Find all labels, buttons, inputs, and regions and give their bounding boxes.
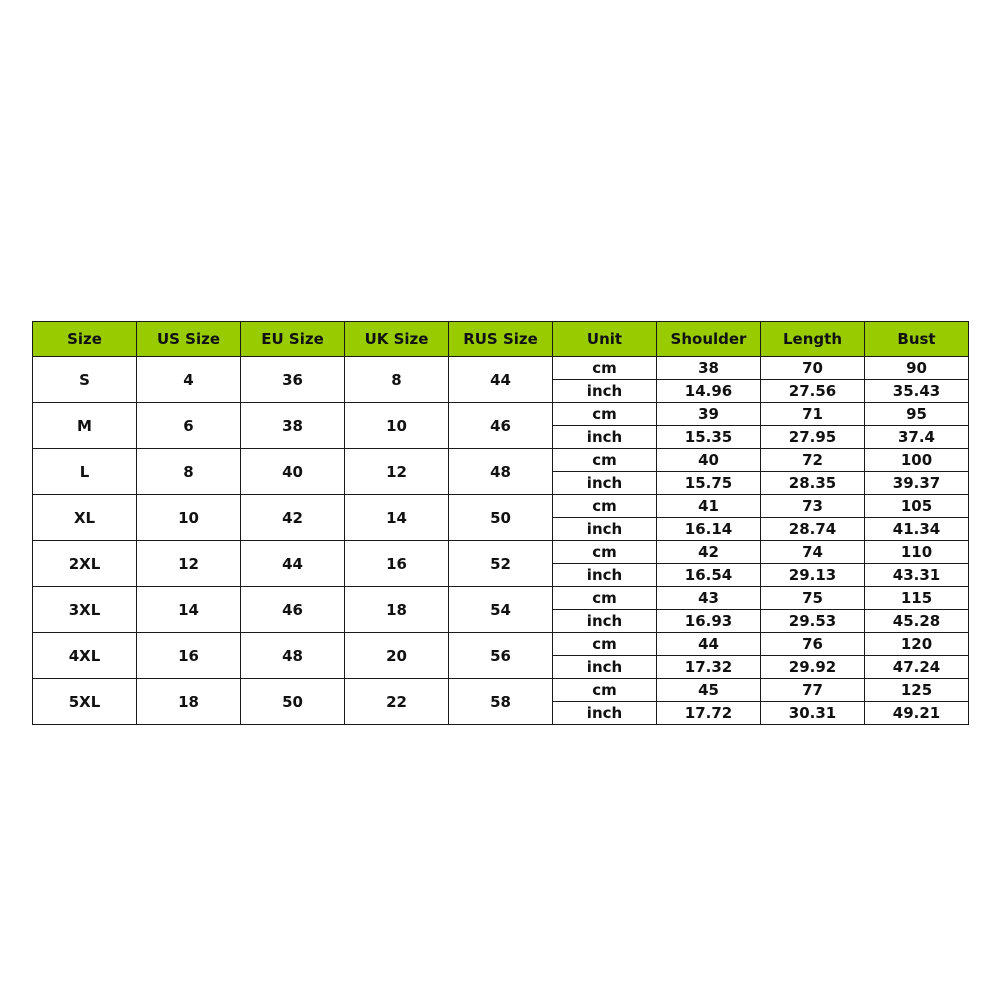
cell-unit: inch — [553, 702, 657, 725]
cell-unit: inch — [553, 518, 657, 541]
cell-uk-size: 22 — [345, 679, 449, 725]
cell-uk-size: 16 — [345, 541, 449, 587]
cell-shoulder: 14.96 — [657, 380, 761, 403]
cell-length: 71 — [761, 403, 865, 426]
table-row — [33, 357, 969, 380]
cell-unit: inch — [553, 380, 657, 403]
cell-length: 28.35 — [761, 472, 865, 495]
cell-uk-size: 10 — [345, 403, 449, 449]
cell-rus-size: 46 — [449, 403, 553, 449]
cell-bust: 105 — [865, 495, 969, 518]
cell-us-size: 12 — [137, 541, 241, 587]
cell-unit: inch — [553, 564, 657, 587]
cell-length: 74 — [761, 541, 865, 564]
header-row — [33, 322, 969, 357]
column-header-eu-size: EU Size — [241, 322, 345, 357]
column-header-unit: Unit — [553, 322, 657, 357]
cell-unit: cm — [553, 541, 657, 564]
cell-eu-size: 44 — [241, 541, 345, 587]
cell-shoulder: 16.93 — [657, 610, 761, 633]
cell-bust: 41.34 — [865, 518, 969, 541]
cell-unit: cm — [553, 495, 657, 518]
table-header — [33, 322, 969, 357]
cell-uk-size: 14 — [345, 495, 449, 541]
cell-shoulder: 39 — [657, 403, 761, 426]
cell-eu-size: 40 — [241, 449, 345, 495]
column-header-length: Length — [761, 322, 865, 357]
cell-bust: 90 — [865, 357, 969, 380]
cell-uk-size: 20 — [345, 633, 449, 679]
cell-us-size: 18 — [137, 679, 241, 725]
cell-shoulder: 38 — [657, 357, 761, 380]
table-body — [33, 357, 969, 725]
column-header-rus-size: RUS Size — [449, 322, 553, 357]
column-header-bust: Bust — [865, 322, 969, 357]
cell-size: 5XL — [33, 679, 137, 725]
cell-bust: 43.31 — [865, 564, 969, 587]
cell-unit: inch — [553, 426, 657, 449]
cell-bust: 47.24 — [865, 656, 969, 679]
cell-rus-size: 54 — [449, 587, 553, 633]
cell-size: XL — [33, 495, 137, 541]
cell-us-size: 6 — [137, 403, 241, 449]
cell-size: 3XL — [33, 587, 137, 633]
cell-shoulder: 15.75 — [657, 472, 761, 495]
cell-rus-size: 56 — [449, 633, 553, 679]
table-row — [33, 679, 969, 702]
cell-rus-size: 58 — [449, 679, 553, 725]
cell-rus-size: 44 — [449, 357, 553, 403]
cell-unit: cm — [553, 633, 657, 656]
cell-length: 28.74 — [761, 518, 865, 541]
cell-length: 29.92 — [761, 656, 865, 679]
cell-eu-size: 46 — [241, 587, 345, 633]
cell-eu-size: 38 — [241, 403, 345, 449]
cell-shoulder: 42 — [657, 541, 761, 564]
cell-unit: cm — [553, 449, 657, 472]
cell-bust: 45.28 — [865, 610, 969, 633]
cell-unit: cm — [553, 679, 657, 702]
cell-eu-size: 48 — [241, 633, 345, 679]
column-header-size: Size — [33, 322, 137, 357]
cell-eu-size: 50 — [241, 679, 345, 725]
cell-length: 27.56 — [761, 380, 865, 403]
cell-shoulder: 16.14 — [657, 518, 761, 541]
cell-unit: inch — [553, 656, 657, 679]
cell-uk-size: 18 — [345, 587, 449, 633]
cell-unit: cm — [553, 403, 657, 426]
cell-bust: 39.37 — [865, 472, 969, 495]
cell-length: 77 — [761, 679, 865, 702]
cell-size: 2XL — [33, 541, 137, 587]
cell-length: 30.31 — [761, 702, 865, 725]
cell-shoulder: 45 — [657, 679, 761, 702]
cell-shoulder: 44 — [657, 633, 761, 656]
cell-rus-size: 48 — [449, 449, 553, 495]
cell-length: 72 — [761, 449, 865, 472]
cell-shoulder: 15.35 — [657, 426, 761, 449]
cell-us-size: 16 — [137, 633, 241, 679]
cell-bust: 120 — [865, 633, 969, 656]
table-row — [33, 633, 969, 656]
table-row — [33, 403, 969, 426]
cell-shoulder: 41 — [657, 495, 761, 518]
cell-us-size: 10 — [137, 495, 241, 541]
cell-size: L — [33, 449, 137, 495]
cell-bust: 37.4 — [865, 426, 969, 449]
cell-unit: cm — [553, 357, 657, 380]
size-chart-table — [32, 321, 969, 725]
cell-length: 76 — [761, 633, 865, 656]
cell-shoulder: 17.32 — [657, 656, 761, 679]
cell-unit: inch — [553, 472, 657, 495]
cell-bust: 115 — [865, 587, 969, 610]
cell-length: 27.95 — [761, 426, 865, 449]
cell-unit: inch — [553, 610, 657, 633]
cell-shoulder: 40 — [657, 449, 761, 472]
cell-length: 75 — [761, 587, 865, 610]
cell-length: 29.53 — [761, 610, 865, 633]
cell-us-size: 4 — [137, 357, 241, 403]
cell-bust: 95 — [865, 403, 969, 426]
column-header-us-size: US Size — [137, 322, 241, 357]
cell-shoulder: 17.72 — [657, 702, 761, 725]
cell-rus-size: 52 — [449, 541, 553, 587]
cell-eu-size: 42 — [241, 495, 345, 541]
column-header-uk-size: UK Size — [345, 322, 449, 357]
table-row — [33, 449, 969, 472]
cell-bust: 35.43 — [865, 380, 969, 403]
cell-uk-size: 8 — [345, 357, 449, 403]
cell-length: 70 — [761, 357, 865, 380]
cell-uk-size: 12 — [345, 449, 449, 495]
table-row — [33, 541, 969, 564]
cell-size: 4XL — [33, 633, 137, 679]
column-header-shoulder: Shoulder — [657, 322, 761, 357]
cell-length: 73 — [761, 495, 865, 518]
cell-size: M — [33, 403, 137, 449]
cell-size: S — [33, 357, 137, 403]
table-row — [33, 587, 969, 610]
cell-us-size: 8 — [137, 449, 241, 495]
cell-length: 29.13 — [761, 564, 865, 587]
cell-bust: 49.21 — [865, 702, 969, 725]
cell-shoulder: 16.54 — [657, 564, 761, 587]
cell-us-size: 14 — [137, 587, 241, 633]
cell-shoulder: 43 — [657, 587, 761, 610]
cell-unit: cm — [553, 587, 657, 610]
table-row — [33, 495, 969, 518]
cell-bust: 125 — [865, 679, 969, 702]
cell-bust: 110 — [865, 541, 969, 564]
cell-bust: 100 — [865, 449, 969, 472]
cell-rus-size: 50 — [449, 495, 553, 541]
cell-eu-size: 36 — [241, 357, 345, 403]
